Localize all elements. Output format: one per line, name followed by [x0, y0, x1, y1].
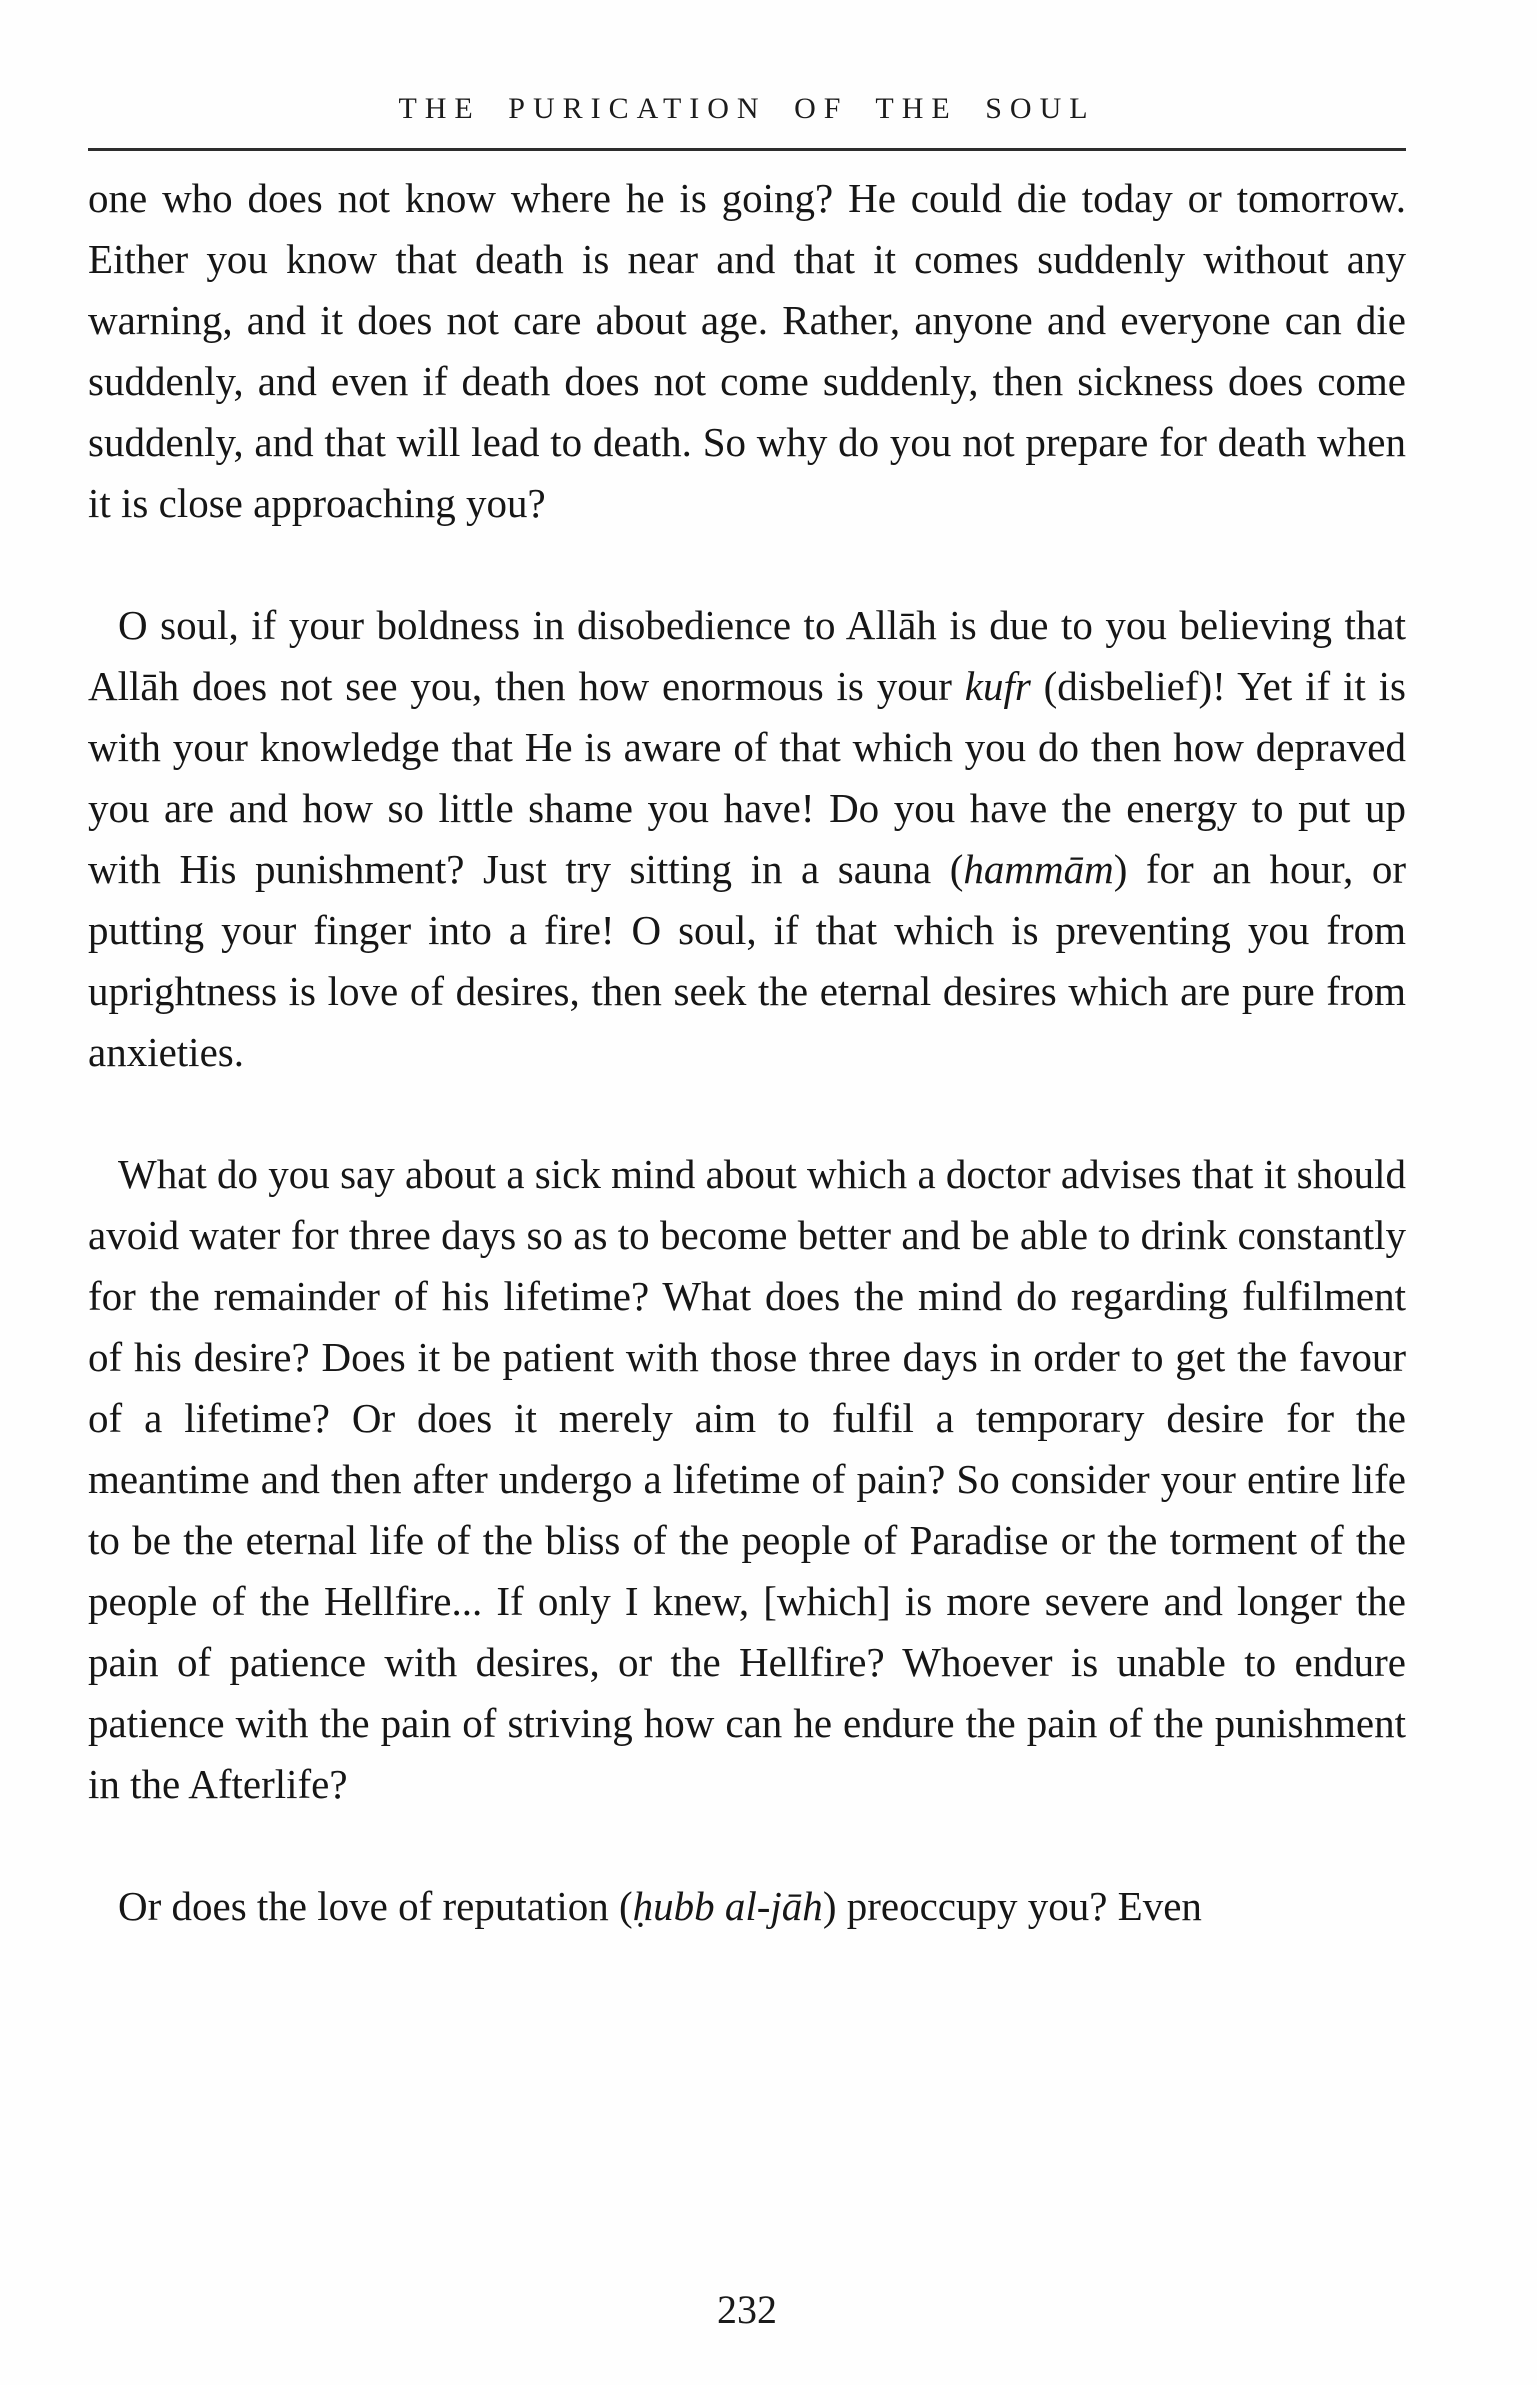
header-rule — [88, 148, 1406, 151]
paragraph — [88, 1876, 1406, 1937]
text-run: (disbelief)! Yet if it is with your knowledge that He is aware of that which you do then how depraved you are and how so little shame you have! Do you have the energy to put up with His punishment? Just try sitting in a sauna ( — [88, 663, 1406, 892]
running-header: THE PURICATION OF THE SOUL — [398, 92, 1096, 125]
text-run: O soul, if your boldness in disobedience to Allāh is due to you believing that Allāh does not see you, then how enormous is your — [88, 602, 1406, 709]
italic-term: hammām — [963, 846, 1114, 892]
paragraph — [88, 595, 1406, 1083]
paragraph — [88, 1144, 1406, 1815]
page-number: 232 — [717, 2287, 777, 2332]
body-text — [88, 168, 1406, 1998]
text-run: Or does the love of reputation ( — [118, 1883, 633, 1929]
italic-term: ḥubb al-jāh — [632, 1883, 823, 1929]
italic-term: kufr — [964, 663, 1031, 709]
text-run: What do you say about a sick mind about which a doctor advises that it should avoid water for three days so as to become better and be able to drink constantly for the remainder of his lifetime? What does the mind do regarding fulfilment of his desire? Does it be patient with those three days in order to get the favour of a lifetime? Or does it merely aim to fulfil a temporary desire for the meantime and then after undergo a lifetime of pain? So consider your entire life to be the eternal life of the bliss of the people of Paradise or the torment of the people of the Hellfire... If only I knew, [which] is more severe and longer the pain of patience with desires, or the Hellfire? Whoever is unable to endure patience with the pain of striving how can he endure the pain of the punishment in the Afterlife? — [88, 1151, 1406, 1807]
paragraph — [88, 168, 1406, 534]
text-run: one who does not know where he is going? He could die today or tomorrow. Either you know that death is near and that it comes suddenly without any warning, and it does not care about age. Rather, anyone and everyone can die suddenly, and even if death does not come suddenly, then sickness does come suddenly, and that will lead to death. So why do you not prepare for death when it is close approaching you? — [88, 175, 1406, 526]
text-run: ) preoccupy you? Even — [822, 1883, 1202, 1929]
text-run: ) for an hour, or putting your finger into a fire! O soul, if that which is preventing you from uprightness is love of desires, then seek the eternal desires which are pure from anxieties. — [88, 846, 1406, 1075]
